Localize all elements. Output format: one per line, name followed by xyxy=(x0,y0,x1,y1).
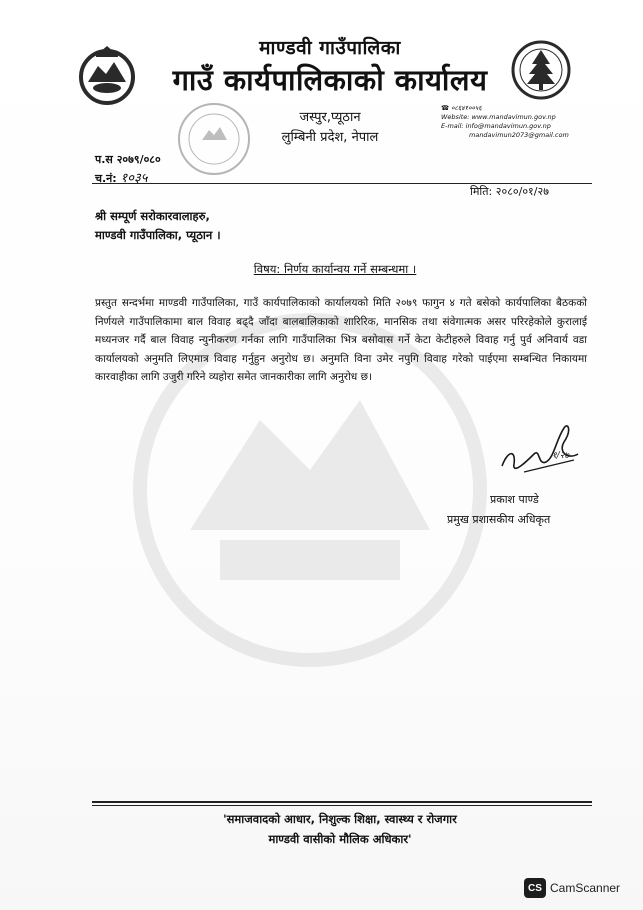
footer-divider-thick xyxy=(92,801,592,803)
recipient-block xyxy=(95,207,221,245)
camscanner-icon: CS xyxy=(524,878,546,898)
nepal-emblem-icon xyxy=(76,44,138,106)
recipient-line-1: श्री सम्पूर्ण सरोकारवालाहरु, xyxy=(95,209,210,223)
address-line-1: जस्पुर,प्यूठान xyxy=(299,110,361,125)
municipality-name: माण्डवी गाउँपालिका xyxy=(259,37,401,59)
municipality-logo-icon xyxy=(510,38,572,102)
contact-phone: ☎ ०८६४१००५६ xyxy=(441,104,482,112)
office-title: गाउँ कार्यपालिकाको कार्यालय xyxy=(172,63,488,97)
camscanner-badge xyxy=(524,878,620,898)
recipient-line-2: माण्डवी गाउँपालिका, प्यूठान । xyxy=(95,228,221,242)
svg-text:१/२७: १/२७ xyxy=(552,451,570,461)
contact-email-alt: mandavimun2073@gmail.com xyxy=(469,131,569,139)
footer-slogan-line-2: माण्डवी वासीको मौलिक अधिकार' xyxy=(268,832,412,846)
contact-block xyxy=(441,104,581,140)
signatory-title: प्रमुख प्रशासकीय अधिकृत xyxy=(447,513,551,526)
footer-slogan-line-1: 'समाजवादको आधार, निशुल्क शिक्षा, स्वास्थ्य र रोजगार xyxy=(223,812,457,826)
contact-email: E-mail: info@mandavimun.gov.np xyxy=(441,122,551,130)
cn-value: १०३५ xyxy=(120,171,148,186)
ps-number: प.स २०७९/०८० xyxy=(95,153,161,166)
address-line-2: लुम्बिनी प्रदेश, नेपाल xyxy=(281,130,379,145)
signature-mark xyxy=(494,420,586,490)
footer-divider-thin xyxy=(92,805,592,806)
letter-body: प्रस्तुत सन्दर्भमा माण्डवी गाउँपालिका, गाउँ कार्यपालिकाको कार्यालयको मिति २०७९ फागुन ४ गते बसेको कार्यपालिका बैठकको निर्णयले गाउँपालिकामा बाल विवाह बढ्दै जाँदा बालबालिकाको शारिरिक, मानसिक तथा संवेगात्मक असर परिरहेकोले कुरालाई मध्यनजर गर्दै बाल विवाह न्युनीकरण गर्नका लागि गाउँपालिका भित्र बसोवास गर्ने केटा केटीहरुले विवाह गर्नु पुर्व अनिवार्य वडा कार्यालयको अनुमति लिएमात्र विवाह गर्नुहुन अनुरोध छ। अनुमति विना उमेर नपुगि विवाह गरेको पाईएमा सम्बन्धित निकायमा कारवाहीका लागि उजुरी गरिने व्यहोरा समेत जानकारीका लागि अनुरोध छ। xyxy=(95,297,587,383)
cn-label: च.नं: xyxy=(95,172,117,185)
letter-date: मिति: २०८०/०१/२७ xyxy=(470,185,549,198)
contact-website: Website: www.mandavimun.gov.np xyxy=(441,113,556,121)
camscanner-label: CamScanner xyxy=(550,881,621,895)
cn-number xyxy=(95,169,161,188)
subject-text: विषय: निर्णय कार्यान्वय गर्ने सम्बन्धमा । xyxy=(253,262,417,276)
subject-line xyxy=(175,262,495,277)
signatory-name: प्रकाश पाण्डे xyxy=(490,493,539,506)
